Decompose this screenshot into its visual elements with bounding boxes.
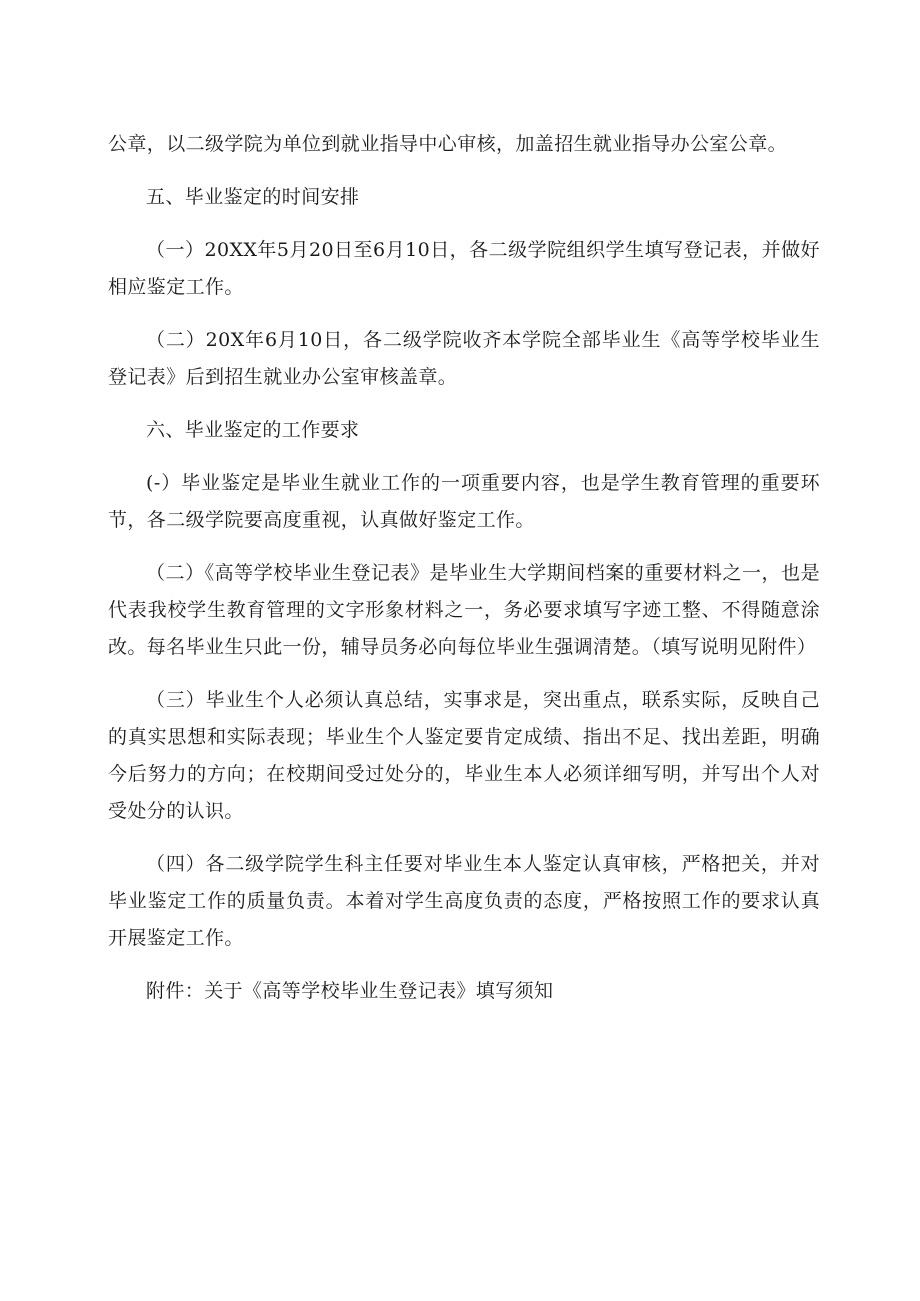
paragraph-five-two: （二）20X年6月10日，各二级学院收齐本学院全部毕业生《高等学校毕业生登记表》后到招生就业办公室审核盖章。 <box>108 329 820 388</box>
section-heading-six: 六、毕业鉴定的工作要求 <box>146 419 360 441</box>
attachment-note: 附件：关于《高等学校毕业生登记表》填写须知 <box>146 980 554 1002</box>
paragraph-six-three: （三）毕业生个人必须认真总结，实事求是，突出重点，联系实际，反映自己的真实思想和实际表现；毕业生个人鉴定要肯定成绩、指出不足、找出差距，明确今后努力的方向；在校期间受过处分的，毕业生本人必须详细写明，并写出个人对受处分的认识。 <box>108 689 820 822</box>
paragraph-six-two: （二）《高等学校毕业生登记表》是毕业生大学期间档案的重要材料之一，也是代表我校学生教育管理的文字形象材料之一，务必要求填写字迹工整、不得随意涂改。每名毕业生只此一份，辅导员务必向每位毕业生强调清楚。（填写说明见附件） <box>108 562 820 658</box>
paragraph-six-four: （四）各二级学院学生科主任要对毕业生本人鉴定认真审核，严格把关，并对毕业鉴定工作的质量负责。本着对学生高度负责的态度，严格按照工作的要求认真开展鉴定工作。 <box>108 853 820 949</box>
paragraph-continued: 公章，以二级学院为单位到就业指导中心审核，加盖招生就业指导办公室公章。 <box>108 133 788 155</box>
paragraph-five-one: （一）20XX年5月20日至6月10日，各二级学院组织学生填写登记表，并做好相应鉴定工作。 <box>108 239 820 298</box>
document-body <box>108 126 820 1010</box>
section-heading-five: 五、毕业鉴定的时间安排 <box>146 186 360 208</box>
paragraph-six-one: (-）毕业鉴定是毕业生就业工作的一项重要内容，也是学生教育管理的重要环节，各二级学院要高度重视，认真做好鉴定工作。 <box>108 472 820 531</box>
